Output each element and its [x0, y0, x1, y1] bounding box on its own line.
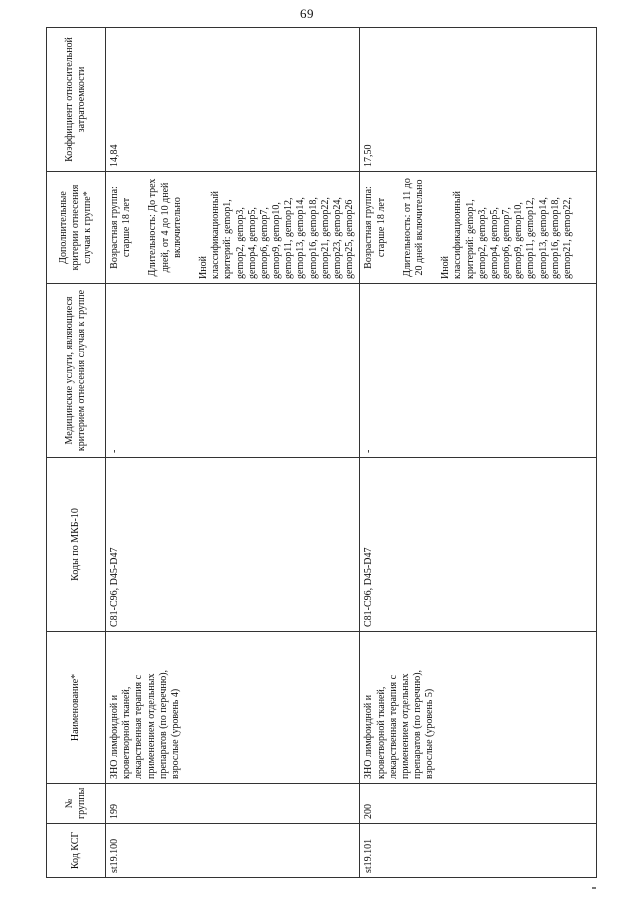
- header-icd: Коды по МКБ-10: [47, 458, 106, 632]
- cell-name: ЗНО лимфоидной и кроветворной тканей, лекарственная терапия с применением отдельных препаратов (по перечню), взрослые (уровень 5): [360, 632, 597, 784]
- cell-group-no: 199: [106, 784, 360, 824]
- cell-code: st19.101: [360, 824, 597, 878]
- cell-criteria: [106, 172, 360, 284]
- cell-coefficient: 14,84: [106, 28, 360, 172]
- criteria-duration: Длительность: от 11 до 20 дней включительно: [401, 178, 425, 277]
- ksg-table: [46, 27, 597, 878]
- cell-group-no: 200: [360, 784, 597, 824]
- header-services: Медицинские услуги, являющиеся критерием отнесения случая к группе: [47, 284, 106, 458]
- table-header-row: [47, 28, 106, 878]
- header-name: Наименование*: [47, 632, 106, 784]
- criteria-age: Возрастная группа: старше 18 лет: [363, 186, 387, 269]
- criteria-age: Возрастная группа: старше 18 лет: [109, 186, 133, 269]
- cell-services: -: [106, 284, 360, 458]
- cell-services: -: [360, 284, 597, 458]
- cell-criteria: [360, 172, 597, 284]
- header-group-no: № группы: [47, 784, 106, 824]
- scan-mark: [592, 887, 596, 889]
- header-criteria: Дополнительные критерии отнесения случая к группе*: [47, 172, 106, 284]
- table-row: [106, 28, 360, 878]
- cell-code: st19.100: [106, 824, 360, 878]
- page-number: 69: [300, 6, 314, 21]
- header-code: Код КСГ: [47, 824, 106, 878]
- cell-name: ЗНО лимфоидной и кроветворной тканей, лекарственная терапия с применением отдельных препаратов (по перечню), взрослые (уровень 4): [106, 632, 360, 784]
- header-coefficient: Коэффициент относительной затратоемкости: [47, 28, 106, 172]
- rotated-table-container: [46, 28, 573, 878]
- criteria-other: Иной классификационный критерий: gemop1, gemop2, gemop3, gemop4, gemop5, gemop6, gemop7, gemop9, gemop10, gemop11, gemop12, gemop13, gemop14, gemop16, gemop18, gemop21, gemop22, gemop23, gemop24, gemop25, gemop26: [197, 191, 356, 279]
- criteria-duration: Длительность: До трех дней, от 4 до 10 дней включительно: [147, 178, 183, 277]
- cell-icd: C81-C96, D45-D47: [106, 458, 360, 632]
- table-row: [360, 28, 597, 878]
- criteria-other: Иной классификационный критерий: gemop1, gemop2, gemop3, gemop4, gemop5, gemop6, gemop7, gemop9, gemop10, gemop11, gemop12, gemop13, gemop14, gemop16, gemop18, gemop21, gemop22,: [440, 191, 573, 279]
- cell-icd: C81-C96, D45-D47: [360, 458, 597, 632]
- cell-coefficient: 17,50: [360, 28, 597, 172]
